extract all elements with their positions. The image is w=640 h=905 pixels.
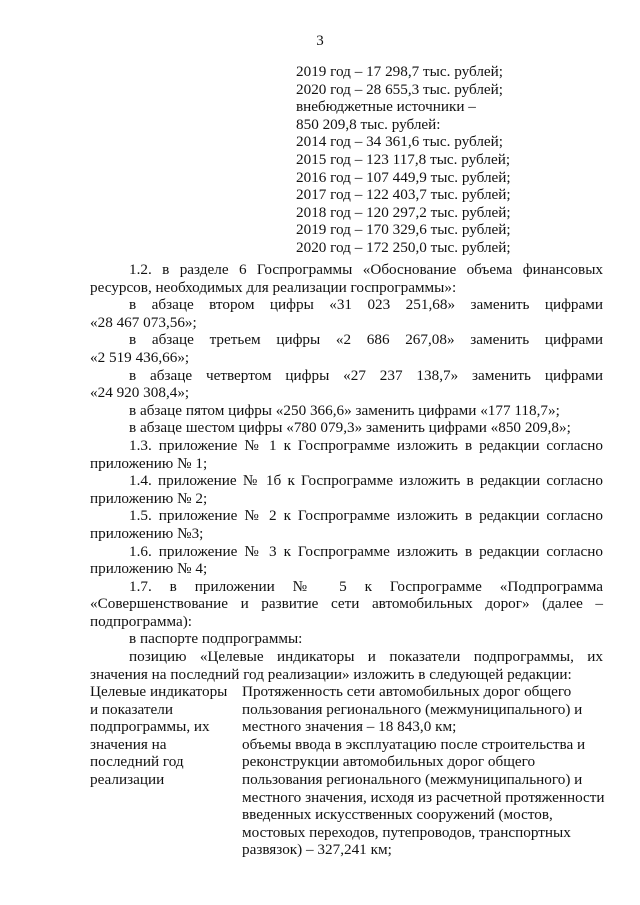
item-1-5-line-1: 1.5. приложение № 2 к Госпрограмме изложить в редакции согласно — [129, 507, 603, 525]
label-line: последний год — [90, 753, 184, 771]
label-line: реализации — [90, 770, 165, 788]
funding-line: внебюджетные источники – — [296, 98, 476, 116]
item-1-2-line-2: ресурсов, необходимых для реализации госпрограммы»: — [90, 278, 457, 296]
funding-line: 2020 год – 28 655,3 тыс. рублей; — [296, 80, 504, 98]
value-line: развязок) – 327,241 км; — [242, 841, 392, 859]
item-1-7-line-2: «Совершенствование и развитие сети автомобильных дорог» (далее – — [90, 595, 603, 613]
paragraph-2-line-2: «28 467 073,56»; — [90, 313, 197, 331]
funding-line: 2018 год – 120 297,2 тыс. рублей; — [296, 203, 511, 221]
indicators-label-cell — [90, 683, 240, 789]
paragraph-4-line-1: в абзаце четвертом цифры «27 237 138,7» заменить цифрами — [129, 366, 603, 384]
item-1-2-line-1: 1.2. в разделе 6 Госпрограммы «Обоснование объема финансовых — [129, 261, 603, 278]
paragraph-5-line: в абзаце пятом цифры «250 366,6» заменить цифрами «177 118,7»; — [129, 401, 560, 419]
label-line: и показатели — [90, 700, 173, 718]
funding-line: 2020 год – 172 250,0 тыс. рублей; — [296, 238, 511, 256]
value-line: объемы ввода в эксплуатацию после строительства и — [242, 735, 586, 753]
value-line: пользования регионального (межмуниципального) и — [242, 700, 583, 718]
funding-line: 2016 год – 107 449,9 тыс. рублей; — [296, 168, 511, 186]
value-line: пользования регионального (межмуниципального) и — [242, 770, 583, 788]
funding-line: 2019 год – 170 329,6 тыс. рублей; — [296, 221, 511, 239]
funding-line: 2015 год – 123 117,8 тыс. рублей; — [296, 150, 511, 168]
paragraph-3-line-1: в абзаце третьем цифры «2 686 267,08» заменить цифрами — [129, 331, 603, 349]
paragraph-3-line-2: «2 519 436,66»; — [90, 348, 190, 366]
position-line-2: значения на последний год реализации» изложить в следующей редакции: — [90, 665, 572, 683]
funding-line: 2019 год – 17 298,7 тыс. рублей; — [296, 63, 504, 80]
funding-line: 2017 год – 122 403,7 тыс. рублей; — [296, 186, 511, 204]
funding-line: 2014 год – 34 361,6 тыс. рублей; — [296, 133, 504, 151]
item-1-5-line-2: приложению №3; — [90, 524, 204, 542]
item-1-6-line-1: 1.6. приложение № 3 к Госпрограмме изложить в редакции согласно — [129, 542, 603, 560]
indicators-value-cell — [242, 683, 607, 859]
paragraph-2-line-1: в абзаце втором цифры «31 023 251,68» заменить цифрами — [129, 296, 603, 314]
value-line: Протяженность сети автомобильных дорог общего — [242, 683, 572, 700]
value-line: реконструкции автомобильных дорог общего — [242, 753, 536, 771]
paragraph-4-line-2: «24 920 308,4»; — [90, 384, 190, 402]
label-line: Целевые индикаторы — [90, 683, 228, 700]
label-line: подпрограммы, их — [90, 718, 210, 736]
item-1-4-line-2: приложению № 2; — [90, 489, 208, 507]
value-line: местного значения – 18 843,0 км; — [242, 718, 457, 736]
item-1-6-line-2: приложению № 4; — [90, 560, 208, 578]
item-1-3-line-1: 1.3. приложение № 1 к Госпрограмме изложить в редакции согласно — [129, 436, 603, 454]
item-1-3-line-2: приложению № 1; — [90, 454, 208, 472]
value-line: местного значения, исходя из расчетной протяженности — [242, 788, 605, 806]
value-line: введенных искусственных сооружений (мостов, — [242, 806, 553, 824]
paragraph-6-line: в абзаце шестом цифры «780 079,3» заменить цифрами «850 209,8»; — [129, 419, 571, 437]
item-1-4-line-1: 1.4. приложение № 1б к Госпрограмме изложить в редакции согласно — [129, 472, 603, 490]
funding-line: 850 209,8 тыс. рублей: — [296, 115, 441, 133]
value-line: мостовых переходов, путепроводов, транспортных — [242, 823, 571, 841]
item-1-7-line-3: подпрограмма): — [90, 612, 193, 630]
item-1-7-line-1: 1.7. в приложении № 5 к Госпрограмме «Подпрограмма — [129, 577, 603, 595]
page-number: 3 — [316, 33, 324, 49]
amendments-body — [90, 261, 603, 683]
passport-line: в паспорте подпрограммы: — [129, 630, 303, 648]
position-line-1: позицию «Целевые индикаторы и показатели подпрограммы, их — [129, 648, 603, 666]
label-line: значения на — [90, 735, 167, 753]
funding-list — [296, 63, 511, 257]
